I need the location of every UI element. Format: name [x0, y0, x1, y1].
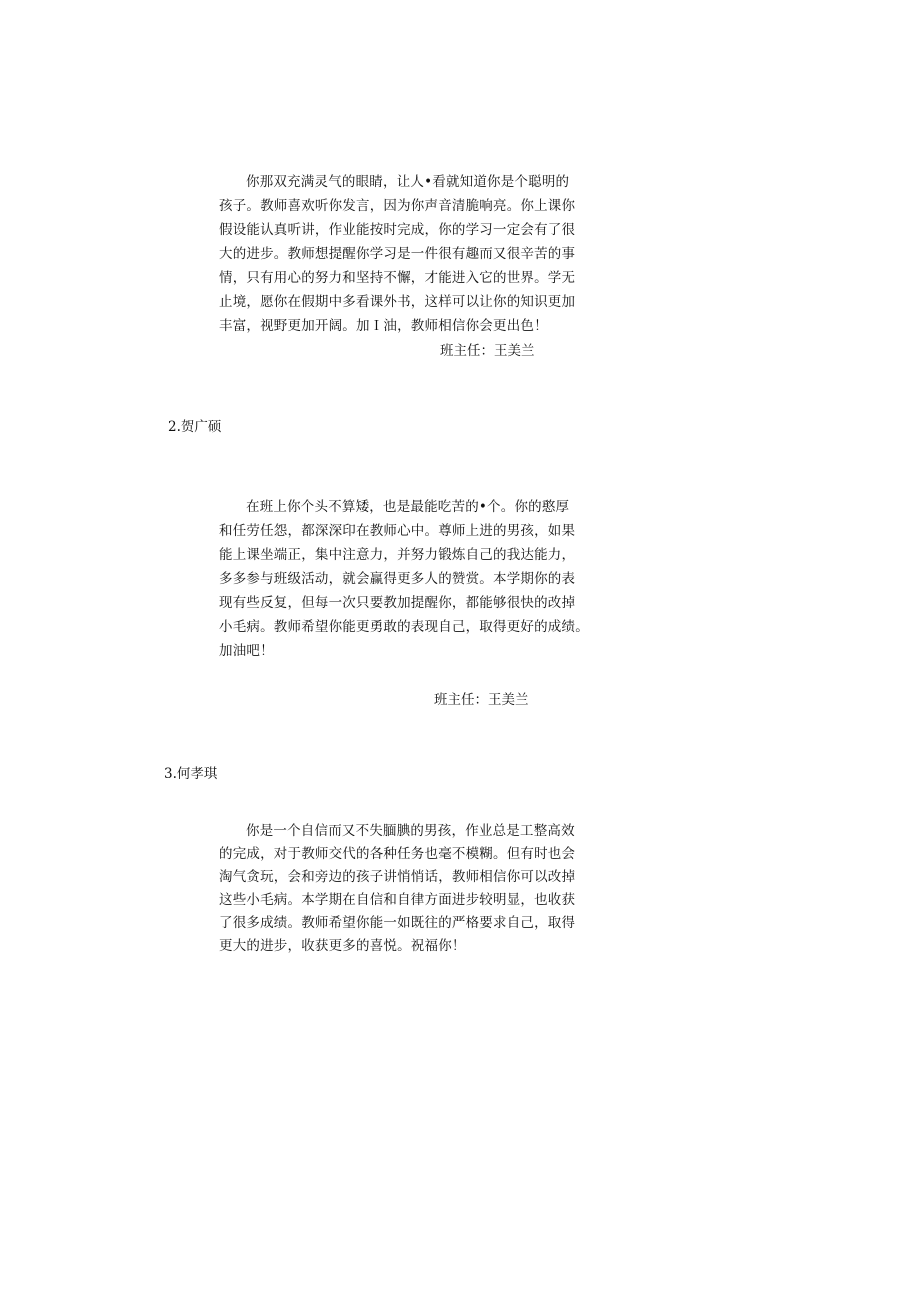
- comment-line: 多多参与班级活动，就会赢得更多人的赞赏。本学期你的表: [219, 571, 576, 587]
- comment-line: 丰富，视野更加开阔。加Ｉ油，教师相信你会更出色！: [219, 318, 548, 334]
- comment-line: 你那双充满灵气的眼睛，让人•看就知道你是个聪明的: [246, 174, 570, 190]
- comment-line: 小毛病。教师希望你能更勇敢的表现自己，取得更好的成绩。: [219, 619, 589, 635]
- teacher-signature: 班主任：王美兰: [440, 343, 535, 359]
- comment-line: 淘气贪玩，会和旁边的孩子讲悄悄话，教师相信你可以改掉: [219, 869, 576, 885]
- comment-line: 假设能认真听讲，作业能按时完成，你的学习一定会有了很: [219, 222, 576, 238]
- comment-line: 的完成，对于教师交代的各种任务也毫不模糊。但有时也会: [219, 846, 576, 862]
- comment-line: 止境，愿你在假期中多看课外书，这样可以让你的知识更加: [219, 294, 576, 310]
- comment-line: 了很多成绩。教师希望你能一如既往的严格要求自己，取得: [219, 915, 576, 931]
- comment-line: 你是一个自信而又不失腼腆的男孩，作业总是工整高效: [246, 823, 575, 839]
- comment-line: 孩子。教师喜欢听你发言，因为你声音清脆响亮。你上课你: [219, 198, 576, 214]
- student-heading: 3.何孝琪: [164, 766, 218, 782]
- comment-line: 在班上你个头不算矮，也是最能吃苦的•个。你的憨厚: [246, 499, 570, 515]
- comment-line: 更大的进步，收获更多的喜悦。祝福你！: [219, 938, 466, 954]
- student-heading: 2.贺广硕: [168, 419, 222, 435]
- teacher-signature: 班主任：王美兰: [434, 692, 529, 708]
- comment-line: 情，只有用心的努力和坚持不懈，才能进入它的世界。学无: [219, 270, 576, 286]
- comment-line: 这些小毛病。本学期在自信和自律方面进步较明显，也收获: [219, 892, 576, 908]
- comment-line: 大的进步。教师想提醒你学习是一件很有趣而又很辛苦的事: [219, 246, 576, 262]
- comment-line: 加油吧！: [219, 643, 274, 659]
- comment-line: 和任劳任怨，都深深印在教师心中。尊师上进的男孩，如果: [219, 523, 576, 539]
- comment-line: 能上课坐端正，集中注意力，并努力锻炼自己的我达能力，: [219, 547, 576, 563]
- comment-line: 现有些反复，但每一次只要教加提醒你，都能够很快的改掉: [219, 595, 576, 611]
